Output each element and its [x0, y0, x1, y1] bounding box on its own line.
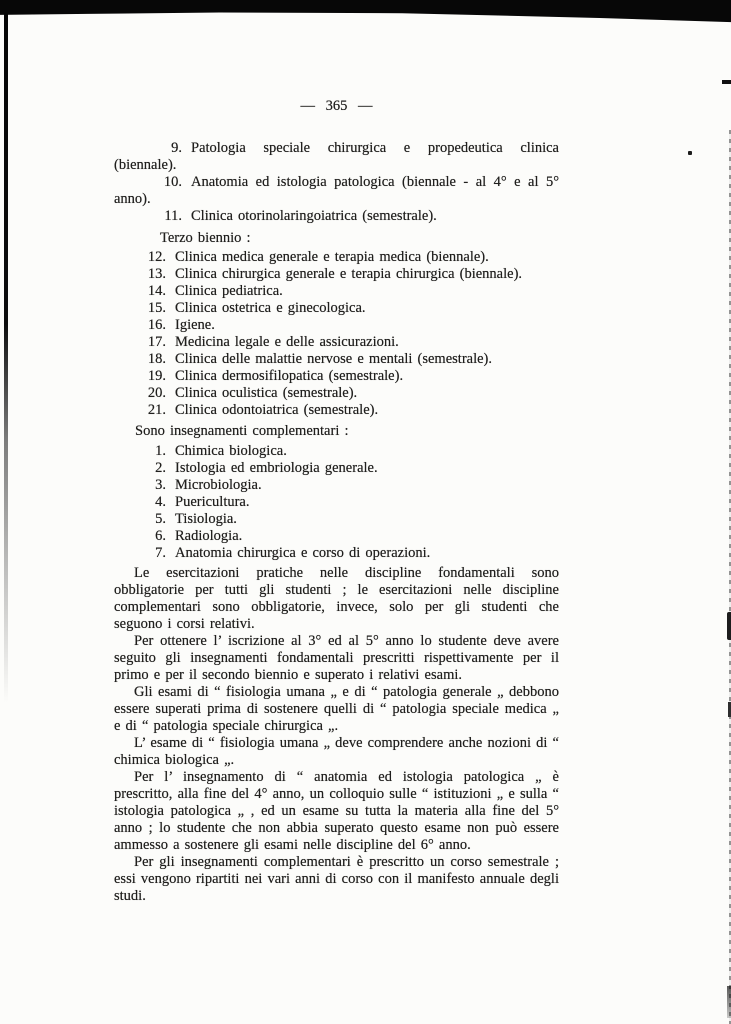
item-number: 6.	[155, 528, 166, 544]
list-item-c6	[114, 528, 559, 545]
item-text: Clinica chirurgica generale e terapia chirurgica (biennale).	[175, 266, 523, 282]
item-text: Puericultura.	[175, 494, 250, 510]
item-number: 16.	[147, 317, 166, 333]
item-number: 4.	[155, 494, 166, 510]
item-text: Radiologia.	[175, 528, 243, 544]
item-number: 10.	[163, 174, 182, 190]
list-item-c5	[114, 511, 559, 528]
item-text: Clinica pediatrica.	[175, 283, 283, 299]
list-item-12	[114, 249, 559, 266]
scan-artifact-ink-dot	[688, 151, 692, 155]
paragraph-esercitazioni: Le esercitazioni pratiche nelle discipline fondamentali sono obbligatorie per tutti gli studenti ; le esercitazioni nelle discipline complementari sono obbligatorie, invece, solo per gli studenti che seguono i corsi relativi.	[114, 565, 559, 632]
item-text: Clinica ostetrica e ginecologica.	[175, 300, 366, 316]
item-text: Anatomia ed istologia patologica (biennale - al 4° e al 5° anno).	[114, 174, 559, 207]
list-item-21	[114, 402, 559, 419]
page-number: — 365 —	[300, 98, 373, 114]
item-text: Tisiologia.	[175, 511, 237, 527]
list-item-c7	[114, 545, 559, 562]
body-paragraphs	[114, 565, 559, 905]
list-item-13	[114, 266, 559, 283]
list-item-9	[114, 140, 559, 174]
section-heading-complementari: Sono insegnamenti complementari :	[135, 423, 349, 439]
item-number: 17.	[147, 334, 166, 350]
list-item-20	[114, 385, 559, 402]
paragraph-esame-nozioni: L’ esame di “ fisiologia umana „ deve comprendere anche nozioni di “ chimica biologica „.	[114, 735, 559, 768]
item-number: 5.	[155, 511, 166, 527]
item-text: Igiene.	[175, 317, 215, 333]
page-text-block	[114, 98, 559, 905]
item-text: Anatomia chirurgica e corso di operazioni.	[175, 545, 431, 561]
list-item-14	[114, 283, 559, 300]
item-number: 1.	[155, 443, 166, 459]
item-number: 11.	[164, 208, 182, 224]
item-number: 21.	[147, 402, 166, 418]
list-item-16	[114, 317, 559, 334]
scan-artifact-left-line	[4, 13, 8, 703]
paragraph-anatomia-istologia: Per l’ insegnamento di “ anatomia ed istologia patologica „ è prescritto, alla fine del 4° anno, un colloquio sulle “ istituzioni „ e sulla “ istologia patologica „ , ed un esame su tutta la materia alla fine del 5° anno ; lo studente che non abbia superato questo esame non può essere ammesso a sostenere gli esami nelle discipline del 6° anno.	[114, 769, 559, 853]
paragraph-corso-semestrale: Per gli insegnamenti complementari è prescritto un corso semestrale ; essi vengono ripartiti nei vari anni di corso con il manifesto annuale degli studi.	[114, 854, 559, 904]
item-text: Clinica odontoiatrica (semestrale).	[175, 402, 379, 418]
list-item-19	[114, 368, 559, 385]
item-text: Clinica otorinolaringoiatrica (semestrale).	[191, 208, 437, 224]
item-text: Medicina legale e delle assicurazioni.	[175, 334, 399, 350]
item-number: 14.	[147, 283, 166, 299]
item-number: 15.	[147, 300, 166, 316]
item-number: 13.	[147, 266, 166, 282]
item-text: Microbiologia.	[175, 477, 262, 493]
item-text: Clinica dermosifilopatica (semestrale).	[175, 368, 404, 384]
item-number: 19.	[147, 368, 166, 384]
item-number: 12.	[147, 249, 166, 265]
list-item-10	[114, 174, 559, 208]
paragraph-esami-fisiologia: Gli esami di “ fisiologia umana „ e di “ patologia generale „ debbono essere superati prima di sostenere quelli di “ patologia speciale medica „ e di “ patologia speciale chirurgica „.	[114, 684, 559, 734]
item-number: 18.	[147, 351, 166, 367]
item-text: Patologia speciale chirurgica e propedeutica clinica (biennale).	[114, 140, 559, 173]
list-item-c1	[114, 443, 559, 460]
item-text: Chimica biologica.	[175, 443, 287, 459]
list-item-15	[114, 300, 559, 317]
item-text: Istologia ed embriologia generale.	[175, 460, 378, 476]
paragraph-iscrizione: Per ottenere l’ iscrizione al 3° ed al 5° anno lo studente deve avere seguito gli insegnamenti fondamentali prescritti rispettivamente per il primo e per il secondo biennio e superato i relativi esami.	[114, 633, 559, 683]
item-number: 3.	[155, 477, 166, 493]
list-item-18	[114, 351, 559, 368]
scan-artifact-right-dash	[722, 80, 731, 84]
scan-artifact-right-blob	[727, 612, 731, 640]
item-number: 7.	[155, 545, 166, 561]
item-number: 9.	[171, 140, 182, 156]
section-heading-terzo-biennio: Terzo biennio :	[160, 230, 251, 246]
item-number: 20.	[147, 385, 166, 401]
list-item-c2	[114, 460, 559, 477]
item-text: Clinica delle malattie nervose e mentali (semestrale).	[175, 351, 492, 367]
item-text: Clinica medica generale e terapia medica (biennale).	[175, 249, 489, 265]
list-item-c4	[114, 494, 559, 511]
list-item-c3	[114, 477, 559, 494]
item-number: 2.	[155, 460, 166, 476]
item-text: Clinica oculistica (semestrale).	[175, 385, 358, 401]
list-item-11	[114, 208, 559, 225]
scan-artifact-corner-mark	[727, 986, 731, 1018]
scan-artifact-top-band	[0, 0, 731, 24]
list-item-17	[114, 334, 559, 351]
